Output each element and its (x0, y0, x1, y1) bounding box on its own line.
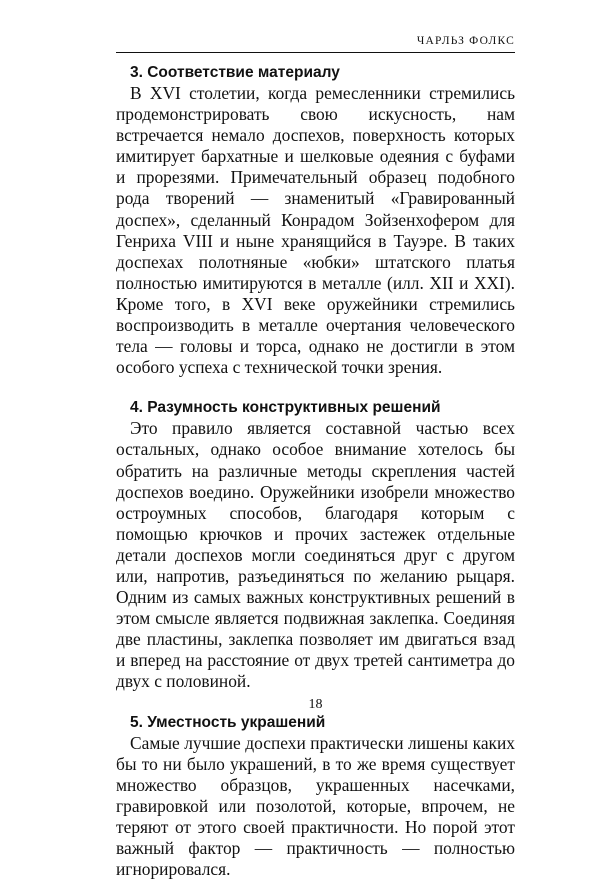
page-body (116, 62, 515, 880)
section-paragraph: Самые лучшие доспехи практически лишены каких бы то ни было украшений, в то же время существует множество образцов, украшенных насечками, гравировкой или позолотой, которые, впрочем, не теряют от этого своей практичности. Но порой этот важный фактор — практичность — полностью игнорировался. (116, 732, 515, 880)
section-heading: 4. Разумность конструктивных решений (130, 399, 441, 417)
section-material (116, 62, 515, 378)
section-construction (116, 397, 515, 692)
section-heading: 3. Соответствие материалу (130, 64, 340, 81)
page-number: 18 (308, 697, 323, 712)
section-decoration (116, 712, 515, 880)
header-rule (116, 52, 515, 53)
section-heading: 5. Уместность украшений (130, 713, 326, 731)
section-paragraph: Это правило является составной частью всех остальных, однако особое внимание хотелось бы обратить на различные методы скрепления частей доспехов воедино. Оружейники изобрели множество остроумных способов, благодаря которым с помощью крючков и прочих застежек отдельные детали доспехов могли соединяться друг с другом или, напротив, разъединяться по желанию рыцаря. Одним из самых важных конструктивных решений в этом смысле является подвижная заклепка. Соединяя две пластины, заклепка позволяет им двигаться взад и вперед на расстояние от двух третей сантиметра до двух с половиной. (116, 418, 515, 692)
section-paragraph: В XVI столетии, когда ремесленники стремились продемонстрировать свою искусность, нам встречается немало доспехов, поверхность которых имитирует бархатные и шелковые одеяния с буфами и прорезями. Примечательный образец подобного рода творений — знаменитый «Гравированный доспех», сделанный Конрадом Зойзенхофером для Генриха VIII и ныне хранящийся в Тауэре. В таких доспехах полотняные «юбки» штатского платья полностью имитируются в металле (илл. XII и XXI). Кроме того, в XVI веке оружейники стремились воспроизводить в металле очертания человеческого тела — головы и торса, однако не достигли в этом особого успеха с технической точки зрения. (116, 83, 515, 378)
running-header: ЧАРЛЬЗ ФОЛКС (416, 35, 515, 47)
